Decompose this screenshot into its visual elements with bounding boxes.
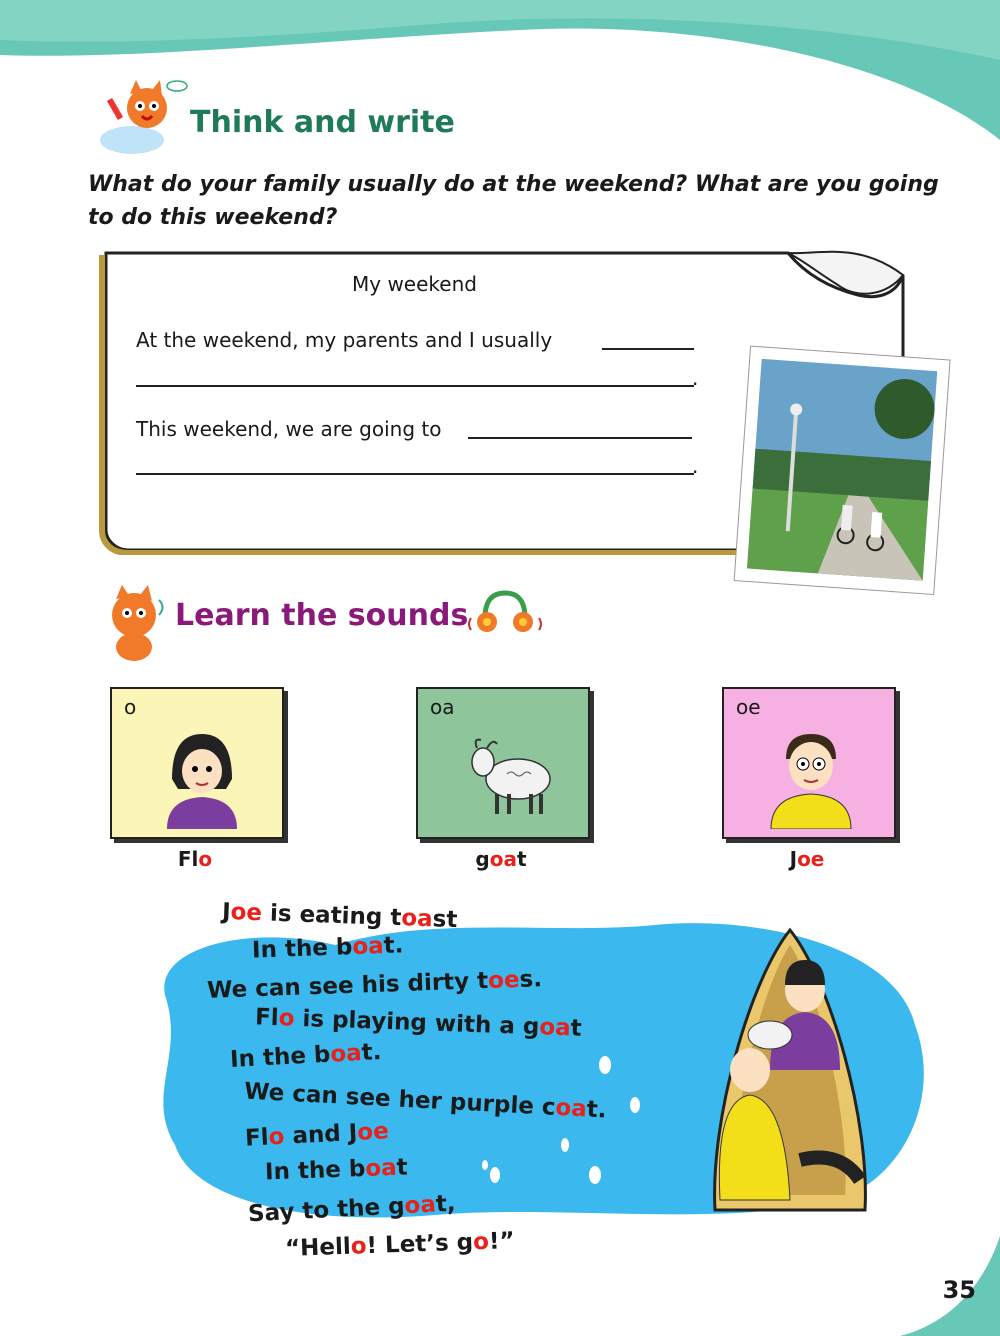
box-title: My weekend [352, 272, 477, 296]
sound-card-oa[interactable] [416, 687, 590, 839]
card-label: oa [430, 695, 455, 719]
blank-line-1[interactable] [602, 348, 694, 350]
card-label: o [124, 695, 137, 719]
poem-line: Flo is playing with a goat [254, 1004, 583, 1042]
cat-listening-icon [84, 585, 179, 667]
sentence-line-1: At the weekend, my parents and I usually [136, 328, 553, 352]
poem-line: In the boat [264, 1154, 409, 1186]
word-joe: Joe [789, 847, 825, 871]
boy-joe-icon [766, 724, 856, 829]
goat-icon [463, 734, 558, 819]
headphones-icon[interactable] [465, 588, 545, 638]
card-label: oe [736, 695, 761, 719]
poem-line: Flo and Joe [244, 1118, 390, 1152]
word-flo: Flo [177, 847, 213, 871]
cat-mascot-icon [92, 78, 192, 160]
poem-line: In the boat. [229, 1039, 383, 1073]
cycling-photo [730, 345, 960, 600]
poem-line: In the boat. [251, 932, 404, 964]
sound-card-o[interactable] [110, 687, 284, 839]
blank-line-3[interactable] [468, 437, 692, 439]
poem-line: “Hello! Let’s go!” [284, 1228, 516, 1262]
poem-line: We can see his dirty toes. [206, 966, 543, 1004]
learn-sounds-title: Learn the sounds [175, 598, 469, 633]
poem-line: Joe is eating toast [221, 898, 458, 934]
boat-illustration [690, 920, 890, 1230]
period-1: . [692, 366, 699, 390]
sentence-line-2: This weekend, we are going to [136, 417, 442, 441]
question-text: What do your family usually do at the weekend? What are you going to do this weekend? [88, 172, 939, 230]
poem-line: Say to the goat, [247, 1190, 457, 1228]
blank-line-2[interactable] [136, 385, 694, 387]
sound-card-oe[interactable] [722, 687, 896, 839]
think-write-title: Think and write [190, 105, 455, 140]
blank-line-4[interactable] [136, 473, 694, 475]
word-goat: goat [475, 847, 527, 871]
page-number: 35 [942, 1276, 976, 1304]
period-2: . [692, 454, 699, 478]
poem-line: We can see her purple coat. [243, 1078, 608, 1124]
girl-flo-icon [162, 729, 242, 829]
